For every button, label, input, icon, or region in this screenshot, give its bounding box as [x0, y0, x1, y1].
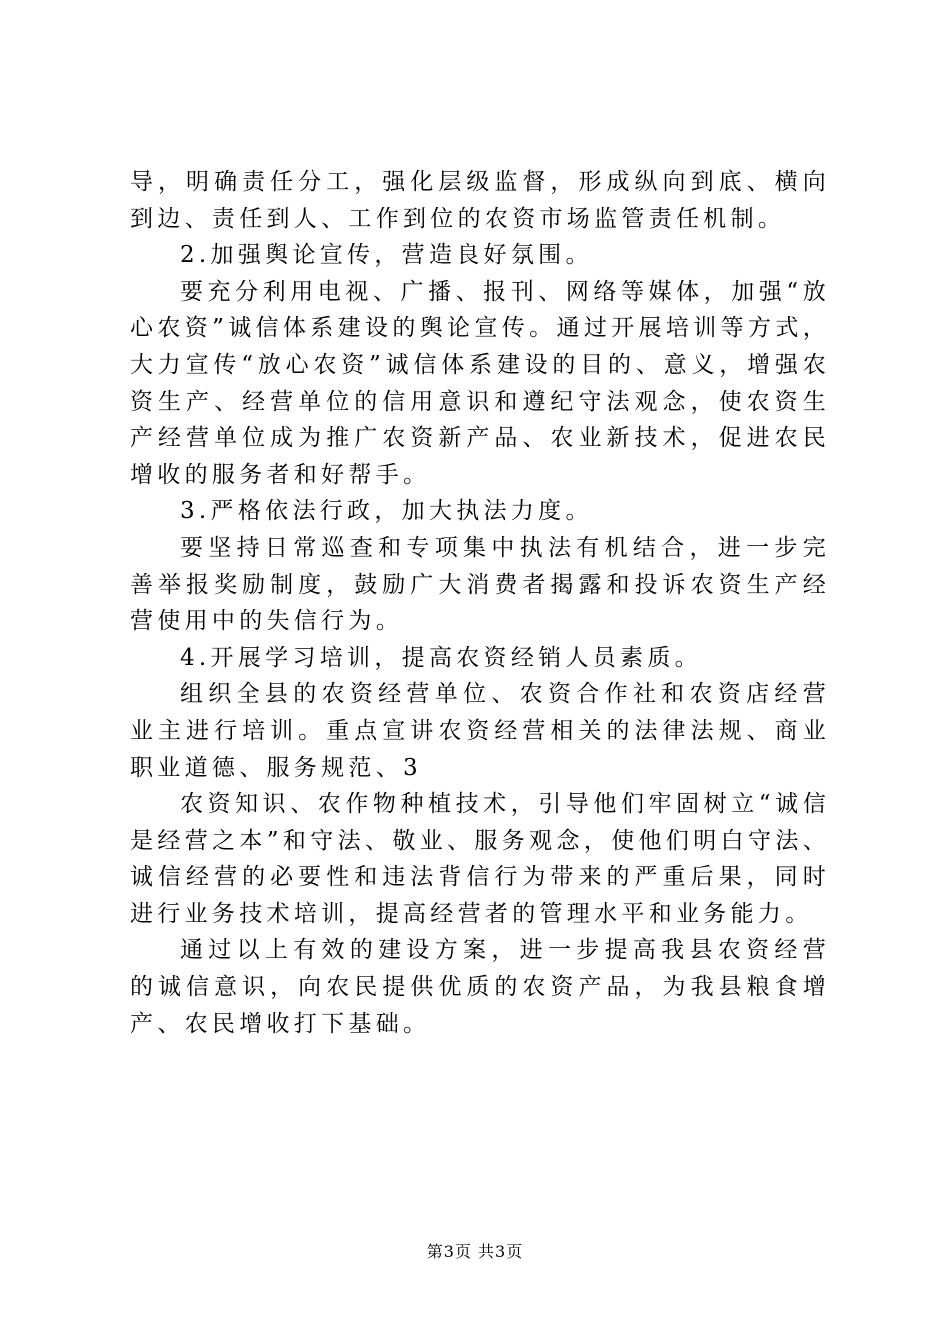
paragraph: 要充分利用电视、广播、报刊、网络等媒体，加强“放心农资”诚信体系建设的舆论宣传。通过开展培训等方式，大力宣传“放心农资”诚信体系建设的目的、意义，增强农资生产、经营单位的信用意识和遵纪守法观念，使农资生产经营单位成为推广农资新产品、农业新技术，促进农民增收的服务者和好帮手。 [130, 278, 830, 488]
paragraph: 组织全县的农资经营单位、农资合作社和农资店经营业主进行培训。重点宣讲农资经营相关的法律法规、商业职业道德、服务规范、3 [130, 681, 830, 781]
page-number-footer: 第3页 共3页 [426, 1242, 524, 1261]
paragraph: 通过以上有效的建设方案，进一步提高我县农资经营的诚信意识，向农民提供优质的农资产品，为我县粮食增产、农民增收打下基础。 [130, 937, 830, 1037]
paragraph: 要坚持日常巡查和专项集中执法有机结合，进一步完善举报奖励制度，鼓励广大消费者揭露和投诉农资生产经营使用中的失信行为。 [130, 534, 830, 635]
paragraph: 农资知识、农作物种植技术，引导他们牢固树立“诚信是经营之本”和守法、敬业、服务观念，使他们明白守法、诚信经营的必要性和违法背信行为带来的严重后果，同时进行业务技术培训，提高经营者的管理水平和业务能力。 [130, 791, 830, 927]
section-heading: 3.严格依法行政，加大执法力度。 [180, 498, 593, 525]
paragraph: 导，明确责任分工，强化层级监督，形成纵向到底、横向到边、责任到人、工作到位的农资市场监管责任机制。 [130, 169, 830, 232]
section-heading: 4.开展学习培训，提高农资经销人员素质。 [180, 644, 702, 671]
document-body [130, 164, 830, 1042]
section-heading: 2.加强舆论宣传，营造良好氛围。 [180, 242, 593, 269]
